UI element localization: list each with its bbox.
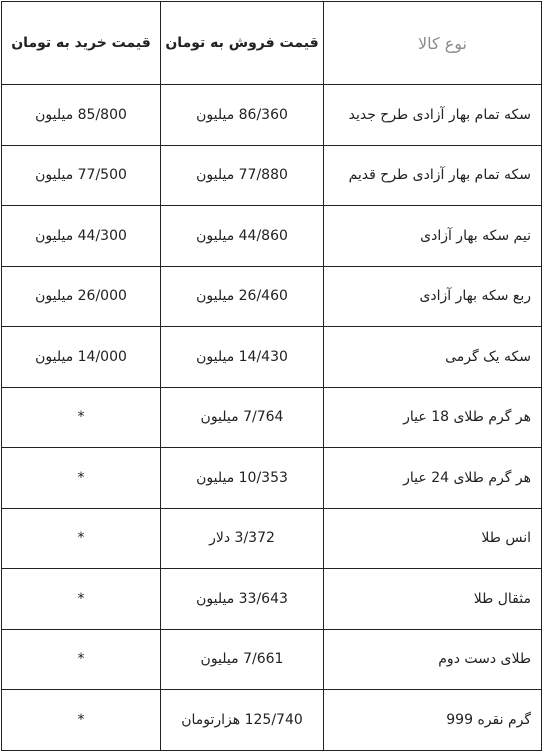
table-row: [2, 387, 542, 448]
sell-price-cell: 33/643 میلیون: [161, 569, 324, 630]
buy-price-cell: 85/800 میلیون: [2, 85, 161, 146]
item-name-cell: مثقال طلا: [324, 569, 542, 630]
buy-price-cell: *: [2, 569, 161, 630]
table-row: [2, 690, 542, 751]
sell-price-cell: 7/661 میلیون: [161, 629, 324, 690]
table-row: [2, 569, 542, 630]
buy-price-cell: *: [2, 387, 161, 448]
sell-price-cell: 14/430 میلیون: [161, 327, 324, 388]
item-name-cell: سکه تمام بهار آزادی طرح قدیم: [324, 145, 542, 206]
table-body: [2, 85, 542, 751]
sell-price-cell: 77/880 میلیون: [161, 145, 324, 206]
sell-price-cell: 86/360 میلیون: [161, 85, 324, 146]
buy-price-cell: 44/300 میلیون: [2, 206, 161, 267]
buy-price-cell: 14/000 میلیون: [2, 327, 161, 388]
sell-price-cell: 10/353 میلیون: [161, 448, 324, 509]
item-name-cell: گرم نقره 999: [324, 690, 542, 751]
table-row: [2, 508, 542, 569]
table-row: [2, 206, 542, 267]
table-row: [2, 448, 542, 509]
item-name-cell: هر گرم طلای 24 عیار: [324, 448, 542, 509]
header-sell-price: قیمت فروش به تومان: [161, 2, 324, 85]
table-row: [2, 629, 542, 690]
item-name-cell: طلای دست دوم: [324, 629, 542, 690]
table-header: [2, 2, 542, 85]
item-name-cell: نیم سکه بهار آزادی: [324, 206, 542, 267]
item-name-cell: سکه تمام بهار آزادی طرح جدید: [324, 85, 542, 146]
item-name-cell: ربع سکه بهار آزادی: [324, 266, 542, 327]
header-item-type: نوع کالا: [324, 2, 542, 85]
table-row: [2, 85, 542, 146]
buy-price-cell: *: [2, 508, 161, 569]
table-row: [2, 266, 542, 327]
buy-price-cell: *: [2, 629, 161, 690]
sell-price-cell: 3/372 دلار: [161, 508, 324, 569]
table-row: [2, 145, 542, 206]
item-name-cell: انس طلا: [324, 508, 542, 569]
gold-price-table: [1, 1, 542, 751]
table-row: [2, 327, 542, 388]
item-name-cell: سکه یک گرمی: [324, 327, 542, 388]
item-name-cell: هر گرم طلای 18 عیار: [324, 387, 542, 448]
header-row: [2, 2, 542, 85]
sell-price-cell: 44/860 میلیون: [161, 206, 324, 267]
buy-price-cell: 26/000 میلیون: [2, 266, 161, 327]
sell-price-cell: 26/460 میلیون: [161, 266, 324, 327]
buy-price-cell: *: [2, 690, 161, 751]
buy-price-cell: *: [2, 448, 161, 509]
header-buy-price: قیمت خرید به تومان: [2, 2, 161, 85]
buy-price-cell: 77/500 میلیون: [2, 145, 161, 206]
sell-price-cell: 125/740 هزارتومان: [161, 690, 324, 751]
sell-price-cell: 7/764 میلیون: [161, 387, 324, 448]
